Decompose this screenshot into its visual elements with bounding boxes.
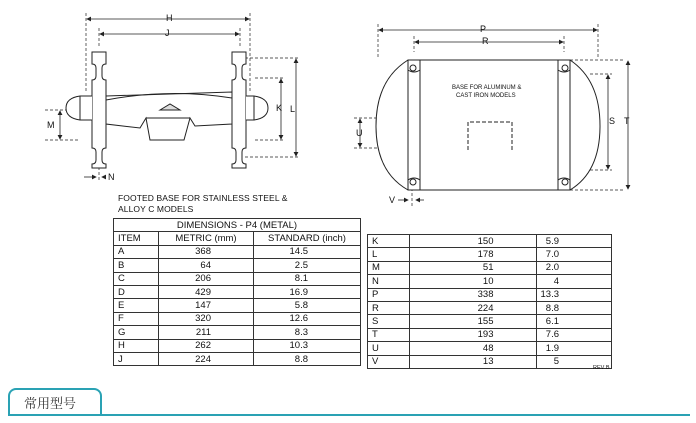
footed-base-drawing: [45, 13, 300, 182]
dim-label-p: P: [480, 24, 487, 34]
item-cell: S: [368, 315, 410, 328]
table-title-row: [114, 219, 361, 232]
dim-label-k: K: [276, 103, 283, 113]
standard-cell: 12.6: [254, 312, 361, 325]
standard-cell: 5.9: [536, 235, 612, 248]
table-row: [368, 301, 612, 314]
base-note-line1: BASE FOR ALUMINUM &: [452, 85, 522, 91]
footer-divider: [8, 414, 690, 416]
table-row: [114, 285, 361, 298]
table-row: [368, 288, 612, 301]
metric-cell: 155: [410, 315, 536, 328]
base-note-line2: CAST IRON MODELS: [456, 93, 516, 99]
dimensions-table-right: [367, 234, 612, 369]
table-row: [114, 339, 361, 352]
metric-cell: 368: [159, 245, 254, 258]
standard-cell: 16.9: [254, 285, 361, 298]
item-cell: B: [114, 259, 159, 272]
table-row: [368, 248, 612, 261]
metric-cell: 147: [159, 299, 254, 312]
item-cell: M: [368, 261, 410, 274]
caption-line-2: ALLOY C MODELS: [118, 204, 194, 214]
item-cell: J: [114, 352, 159, 365]
footed-base-caption: [118, 193, 288, 215]
item-cell: V: [368, 355, 410, 368]
metric-cell: 193: [410, 328, 536, 341]
table-row: [368, 275, 612, 288]
dim-label-r: R: [482, 36, 489, 46]
header-metric: METRIC (mm): [159, 232, 254, 245]
standard-cell: 8.8: [536, 301, 612, 314]
dim-label-u: U: [356, 128, 363, 138]
item-cell: D: [114, 285, 159, 298]
standard-cell: 7.6: [536, 328, 612, 341]
table-header-row: [114, 232, 361, 245]
tab-common-models[interactable]: 常用型号: [8, 388, 102, 416]
table-row: [368, 261, 612, 274]
standard-cell: 5.8: [254, 299, 361, 312]
standard-cell: 6.1: [536, 315, 612, 328]
standard-cell: 2.0: [536, 261, 612, 274]
metric-cell: 13: [410, 355, 536, 368]
table-row: [368, 342, 612, 355]
metric-cell: 224: [410, 301, 536, 314]
item-cell: T: [368, 328, 410, 341]
standard-cell: 8.8: [254, 352, 361, 365]
standard-cell: 4: [536, 275, 612, 288]
item-cell: P: [368, 288, 410, 301]
header-item: ITEM: [114, 232, 159, 245]
dim-label-v: V: [389, 195, 396, 205]
item-cell: F: [114, 312, 159, 325]
table-row: [114, 352, 361, 365]
item-cell: C: [114, 272, 159, 285]
item-cell: K: [368, 235, 410, 248]
metric-cell: 224: [159, 352, 254, 365]
dim-label-l: L: [290, 104, 296, 114]
item-cell: U: [368, 342, 410, 355]
item-cell: L: [368, 248, 410, 261]
metric-cell: 178: [410, 248, 536, 261]
table-row: [368, 328, 612, 341]
table-row: [114, 259, 361, 272]
item-cell: H: [114, 339, 159, 352]
table-row: [114, 312, 361, 325]
metric-cell: 64: [159, 259, 254, 272]
item-cell: G: [114, 326, 159, 339]
metric-cell: 262: [159, 339, 254, 352]
table-row: [368, 315, 612, 328]
dim-label-h: H: [166, 13, 173, 23]
header-standard: STANDARD (inch): [254, 232, 361, 245]
standard-cell: 10.3: [254, 339, 361, 352]
metric-cell: 206: [159, 272, 254, 285]
table-row: [368, 235, 612, 248]
standard-cell: 14.5: [254, 245, 361, 258]
table-title: DIMENSIONS - P4 (METAL): [114, 219, 361, 232]
table-row: [368, 355, 612, 368]
item-cell: R: [368, 301, 410, 314]
metric-cell: 338: [410, 288, 536, 301]
item-cell: E: [114, 299, 159, 312]
metric-cell: 211: [159, 326, 254, 339]
item-cell: A: [114, 245, 159, 258]
metric-cell: 48: [410, 342, 536, 355]
standard-cell: 13.3: [536, 288, 612, 301]
table-row: [114, 326, 361, 339]
standard-cell: 8.3: [254, 326, 361, 339]
metric-cell: 51: [410, 261, 536, 274]
dim-label-m: M: [47, 120, 55, 130]
standard-cell: 1.9: [536, 342, 612, 355]
standard-cell: 8.1: [254, 272, 361, 285]
standard-cell: 5: [536, 355, 612, 368]
table-row: [114, 299, 361, 312]
revision-label: REV B: [593, 365, 610, 371]
dimensions-table-left: [113, 218, 361, 366]
item-cell: N: [368, 275, 410, 288]
metric-cell: 10: [410, 275, 536, 288]
dim-label-n: N: [108, 172, 115, 182]
dim-label-j: J: [165, 28, 170, 38]
caption-line-1: FOOTED BASE FOR STAINLESS STEEL &: [118, 193, 288, 203]
metric-cell: 150: [410, 235, 536, 248]
metric-cell: 320: [159, 312, 254, 325]
standard-cell: 7.0: [536, 248, 612, 261]
table-row: [114, 245, 361, 258]
cast-base-drawing: [354, 24, 628, 206]
dim-label-s: S: [609, 116, 616, 126]
metric-cell: 429: [159, 285, 254, 298]
dim-label-t: T: [624, 116, 630, 126]
table-row: [114, 272, 361, 285]
standard-cell: 2.5: [254, 259, 361, 272]
